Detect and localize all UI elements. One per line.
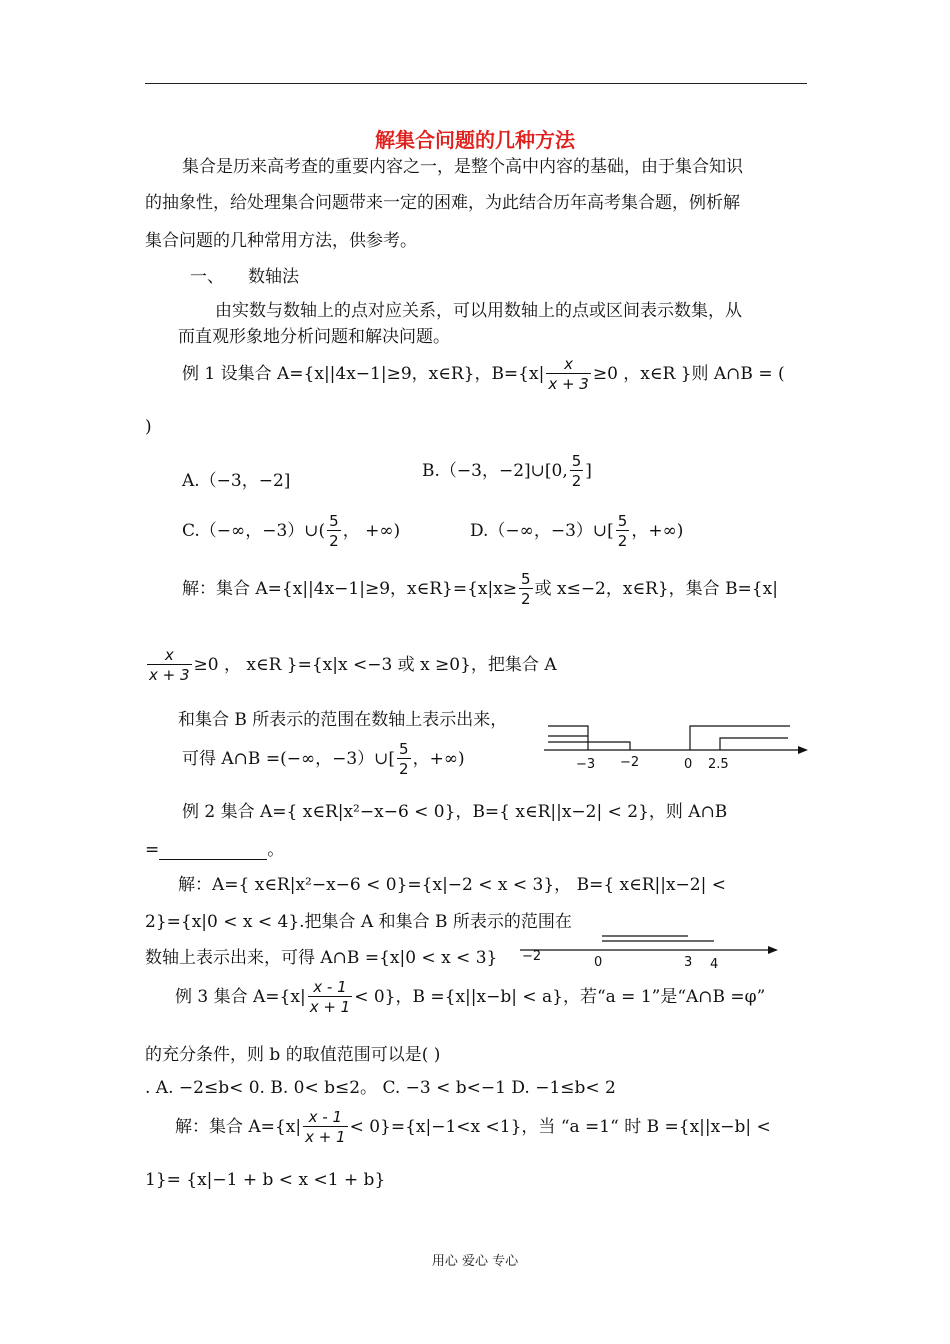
fraction-numerator: 5 xyxy=(571,452,582,470)
fraction-numerator: 5 xyxy=(329,512,339,530)
fraction xyxy=(308,978,353,1017)
solution-start: 解：集合 A={x||4x−1|≥9，x∈R}={x|x≥ xyxy=(182,579,518,599)
fraction-denominator: x + 3 xyxy=(149,666,190,684)
example-3-question xyxy=(175,978,765,1017)
solution-end: < 0}={x|−1<x <1}，当 “a =1“ 时 B ={x||x−b| < xyxy=(349,1117,771,1137)
option-c xyxy=(182,512,400,551)
solution-start: 可得 A∩B =(−∞，−3）∪[ xyxy=(182,749,396,769)
example-3-options: . A. −2≤b< 0. B. 0< b≤2。 C. −3 < b<−1 D. −1≤b< 2 xyxy=(145,1078,616,1098)
period: 。 xyxy=(267,840,285,860)
intro-line-3: 集合问题的几种常用方法，供参考。 xyxy=(145,231,417,251)
fraction xyxy=(147,646,192,685)
fraction xyxy=(616,512,630,551)
fraction-numerator: 5 xyxy=(617,512,628,530)
section-number: 一、 xyxy=(190,267,224,287)
fraction-denominator: 2 xyxy=(617,532,628,550)
fraction xyxy=(519,570,533,609)
option-b-start: B.（−3，−2]∪[0, xyxy=(422,461,568,481)
intro-line-2: 的抽象性，给处理集合问题带来一定的困难，为此结合历年高考集合题，例析解 xyxy=(145,193,740,213)
page-footer: 用心 爱心 专心 xyxy=(431,1254,519,1269)
example-2-solution-line-2: 2}={x|0 < x < 4}.把集合 A 和集合 B 所表示的范围在 xyxy=(145,912,572,932)
section-heading: 数轴法 xyxy=(248,267,299,287)
header-rule xyxy=(145,83,807,84)
example-3-question-line-2: 的充分条件，则 b 的取值范围可以是( ) xyxy=(145,1045,441,1065)
axis-arrow-icon xyxy=(768,946,778,954)
axis-label: 2.5 xyxy=(708,757,729,772)
fraction-denominator: x + 1 xyxy=(309,998,351,1016)
example-2-question: 例 2 集合 A={ x∈R|x²−x−6 < 0}，B={ x∈R||x−2| < 2}，则 A∩B xyxy=(182,802,728,822)
number-line-example-2 xyxy=(518,928,780,972)
fraction xyxy=(327,512,341,551)
example-1-solution-line-1 xyxy=(182,570,778,609)
axis-arrow-icon xyxy=(798,746,808,754)
option-b-end: ] xyxy=(585,461,592,481)
fraction xyxy=(546,355,591,394)
fraction-denominator: 2 xyxy=(399,760,409,778)
intro-line-1: 集合是历来高考查的重要内容之一，是整个高中内容的基础，由于集合知识 xyxy=(182,157,743,177)
example-1-question-end: ≥0 ，x∈R }则 A∩B = ( xyxy=(592,364,785,384)
fraction-numerator: x - 1 xyxy=(308,1108,343,1126)
example-3-solution-line-2: 1}= {x|−1 + b < x <1 + b} xyxy=(145,1170,386,1190)
axis-label: −3 xyxy=(576,757,596,772)
fraction xyxy=(397,740,411,779)
option-d-start: D.（−∞，−3）∪[ xyxy=(470,521,614,541)
fraction xyxy=(303,1108,348,1147)
question-start: 例 3 集合 A={x| xyxy=(175,987,306,1007)
fraction-denominator: x + 3 xyxy=(548,375,589,393)
number-line-example-1 xyxy=(540,718,810,774)
option-c-start: C.（−∞，−3）∪( xyxy=(182,521,326,541)
fraction-numerator: x - 1 xyxy=(313,978,347,996)
option-d xyxy=(470,512,683,551)
axis-label: 4 xyxy=(710,957,719,972)
example-1-question-start: 例 1 设集合 A={x||4x−1|≥9，x∈R}，B={x| xyxy=(182,364,545,384)
example-1-solution-line-2 xyxy=(145,646,557,685)
option-c-end: ， +∞) xyxy=(342,521,401,541)
option-d-end: ，+∞) xyxy=(631,521,684,541)
question-end: < 0}，B ={x||x−b| < a}，若“a = 1”是“A∩B =φ” xyxy=(354,987,766,1007)
fraction-denominator: 2 xyxy=(571,472,582,490)
solution-start: 解：集合 A={x| xyxy=(175,1117,302,1137)
axis-label: 0 xyxy=(594,955,603,970)
set-b-extra-bracket xyxy=(548,742,630,750)
example-1-close-paren: ) xyxy=(145,417,152,437)
fraction-numerator: 5 xyxy=(521,570,531,588)
fraction-numerator: 5 xyxy=(399,740,409,758)
fraction-denominator: 2 xyxy=(521,590,531,608)
fraction-denominator: 2 xyxy=(329,532,339,550)
equals-sign: = xyxy=(145,840,160,860)
option-a: A.（−3，−2] xyxy=(182,471,291,491)
fraction-denominator: x + 1 xyxy=(305,1128,346,1146)
fraction xyxy=(570,452,584,491)
example-2-solution-line-1: 解：A={ x∈R|x²−x−6 < 0}={x|−2 < x < 3}， B={ x∈R||x−2| < xyxy=(178,875,726,895)
method-line-1: 由实数与数轴上的点对应关系，可以用数轴上的点或区间表示数集，从 xyxy=(215,301,742,321)
example-2-blank-line xyxy=(145,835,284,860)
example-2-solution-line-3: 数轴上表示出来，可得 A∩B ={x|0 < x < 3} xyxy=(145,948,498,968)
axis-label: −2 xyxy=(620,755,640,770)
example-1-question xyxy=(182,355,785,394)
axis-label: 0 xyxy=(684,757,693,772)
set-a-bracket-left xyxy=(548,726,588,750)
solution-text: ≥0 ， x∈R }={x|x <−3 或 x ≥0}，把集合 A xyxy=(193,655,557,675)
solution-end: 或 x≤−2，x∈R}，集合 B={x| xyxy=(534,579,778,599)
example-3-solution-line-1 xyxy=(175,1108,771,1147)
option-b xyxy=(422,452,592,491)
method-line-2: 而直观形象地分析问题和解决问题。 xyxy=(178,327,450,347)
axis-label: −2 xyxy=(522,949,542,964)
example-1-solution-line-4 xyxy=(182,740,465,779)
set-b-bracket-right xyxy=(720,738,788,750)
page-title: 解集合问题的几种方法 xyxy=(375,128,575,152)
axis-label: 3 xyxy=(684,955,693,970)
fraction-numerator: x xyxy=(564,355,574,373)
solution-end: ，+∞) xyxy=(412,749,465,769)
answer-blank xyxy=(159,843,267,860)
example-1-solution-line-3: 和集合 B 所表示的范围在数轴上表示出来， xyxy=(178,710,508,730)
fraction-numerator: x xyxy=(164,646,174,664)
